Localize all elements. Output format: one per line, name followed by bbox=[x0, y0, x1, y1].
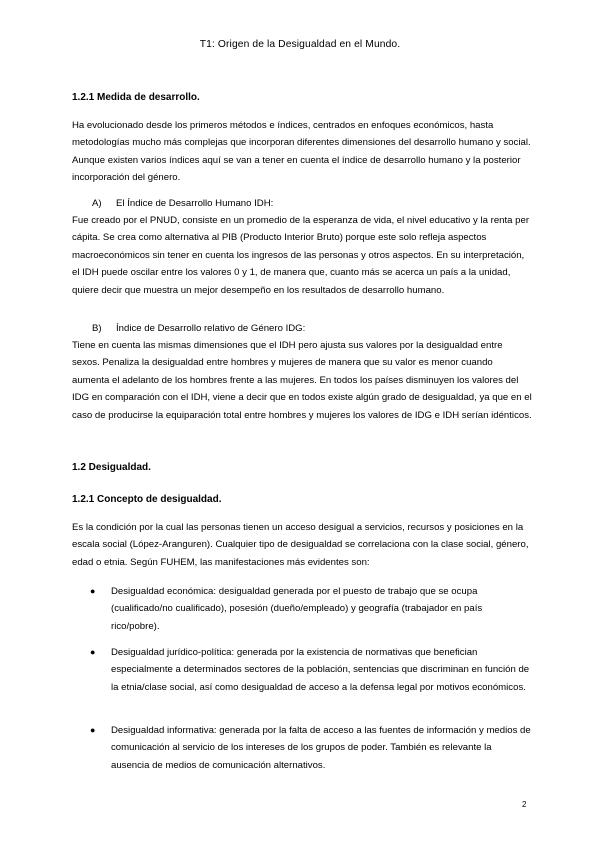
page-header: T1: Origen de la Desigualdad en el Mundo. bbox=[199, 39, 401, 50]
bullet-icon: ● bbox=[90, 725, 96, 735]
idh-paragraph: Fue creado por el PNUD, consiste en un promedio de la esperanza de vida, el nivel educativo y la renta per cápita. Se crea como alternativa al PIB (Producto Interior Bruto) porque este solo refleja aspectos macroeconómicos sin tener en cuenta los ingresos de las personas y otros aspectos. En su interpretación, el IDH puede oscilar entre los valores 0 y 1, de manera que, cuanto más se acerca un país a la unidad, quiere decir que muestra un mejor desempeño en los resultados de desarrollo humano. bbox=[72, 215, 530, 296]
subheading-title: El Índice de Desarrollo Humano IDH: bbox=[116, 198, 274, 209]
concept-paragraph: Es la condición por la cual las personas tienen un acceso desigual a servicios, recursos y posiciones en la escala social (López-Aranguren). Cualquier tipo de desigualdad se correlaciona con la clase social, género, edad o etnia. Según FUHEM, las manifestaciones más evidentes son: bbox=[72, 522, 529, 568]
list-item-text: Desigualdad económica: desigualdad generada por el puesto de trabajo que se ocupa (cualificado/no cualificado), posesión (dueño/empleado) y geografía (trabajador en país rico/pobre). bbox=[111, 586, 483, 632]
list-item-text: Desigualdad jurídico-política: generada por la existencia de normativas que benefician especialmente a determinados sectores de la población, sentencias que discriminan en función de la etnia/clase social, así como desigualdad de acceso a la defensa legal por motivos económicos. bbox=[111, 647, 530, 693]
section-heading-desigualdad: 1.2 Desigualdad. bbox=[72, 462, 151, 473]
subheading-idh bbox=[92, 195, 273, 212]
idg-paragraph: Tiene en cuenta las mismas dimensiones que el IDH pero ajusta sus valores por la desigualdad entre sexos. Penaliza la desigualdad entre hombres y mujeres de manera que su valor es menor cuando aumenta el adelanto de los hombres frente a las mujeres. En todos los países disminuyen los valores del IDG en comparación con el IDH, viene a decir que en todos existe algún grado de desigualdad, ya que en el caso de producirse la equiparación total entre hombres y mujeres los valores de IDG e IDH serían idénticos. bbox=[72, 340, 532, 421]
subheading-marker: A) bbox=[92, 198, 102, 209]
intro-paragraph: Ha evolucionado desde los primeros métodos e índices, centrados en enfoques económicos, hasta metodologías mucho más complejas que incorporan diferentes dimensiones del desarrollo humano y social. Aunque existen varios índices aquí se van a tener en cuenta el índice de desarrollo humano y la posterior incorporación del género. bbox=[72, 120, 531, 184]
bullet-icon: ● bbox=[90, 647, 96, 657]
section-heading-medida: 1.2.1 Medida de desarrollo. bbox=[72, 92, 200, 103]
subheading-marker: B) bbox=[92, 323, 102, 334]
bullet-icon: ● bbox=[90, 586, 96, 596]
subheading-title: Índice de Desarrollo relativo de Género IDG: bbox=[116, 323, 306, 334]
subheading-idg bbox=[92, 320, 305, 337]
page-number: 2 bbox=[522, 800, 527, 809]
list-item-text: Desigualdad informativa: generada por la falta de acceso a las fuentes de información y medios de comunicación al servicio de los intereses de los grupos de poder. También es relevante la ausencia de medios de comunicación alternativos. bbox=[111, 725, 531, 771]
section-heading-concepto: 1.2.1 Concepto de desigualdad. bbox=[72, 494, 222, 505]
